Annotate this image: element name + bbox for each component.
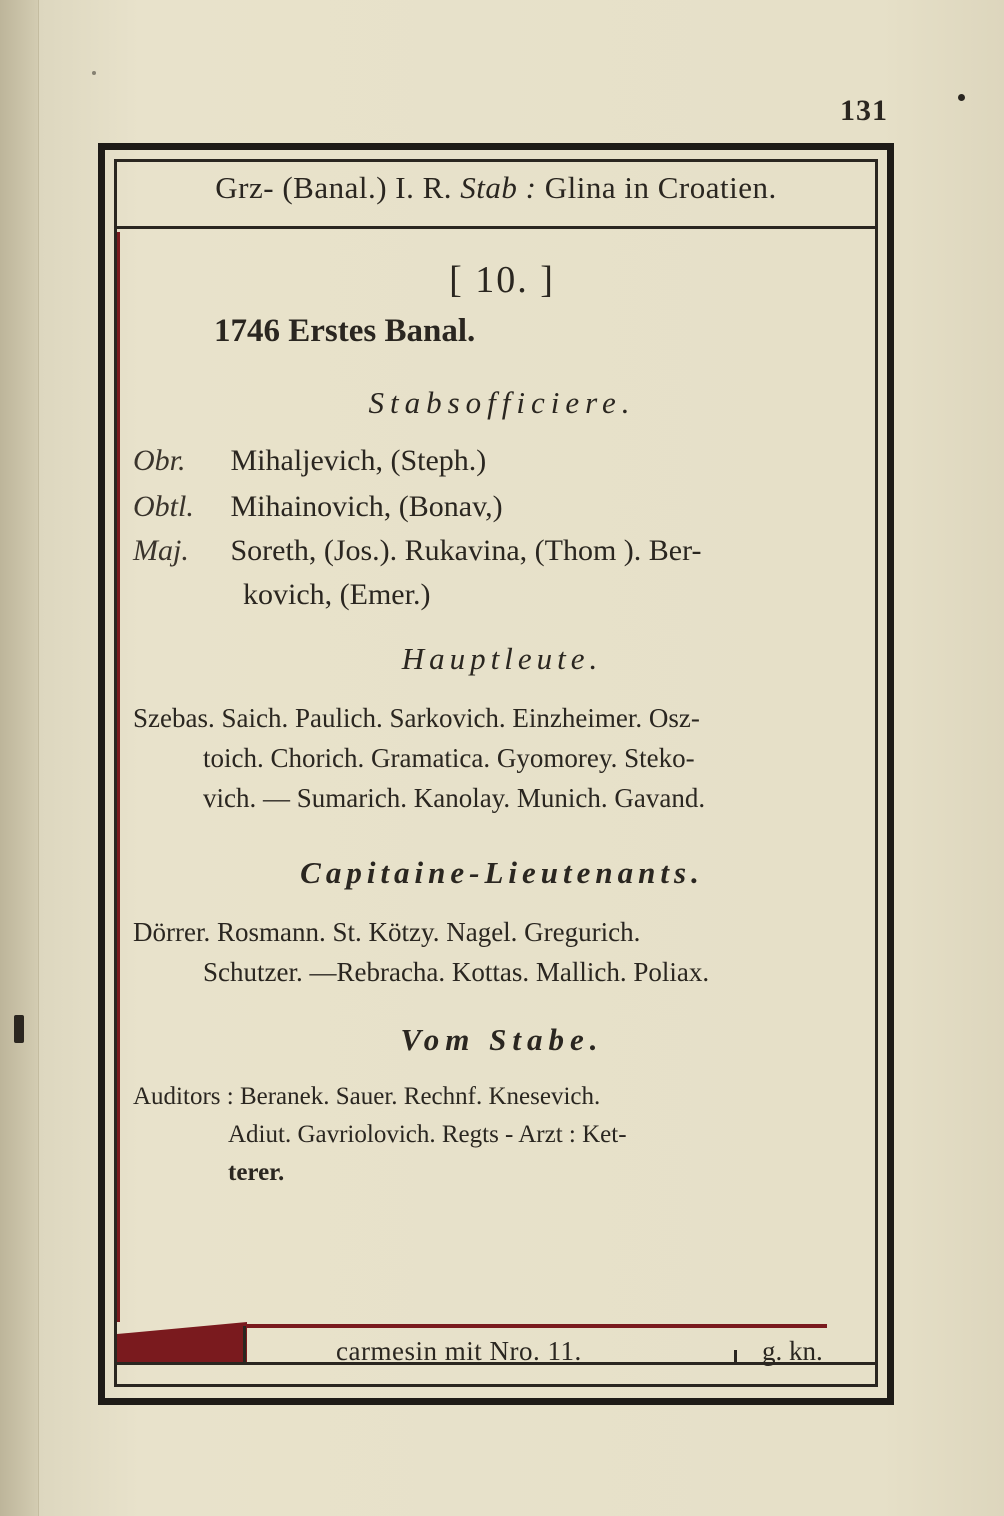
capitaine-lieutenants-list [133,912,863,992]
book-gutter [0,0,39,1516]
list-line: Dörrer. Rosmann. St. Kötzy. Nagel. Gregurich. [133,917,641,947]
list-line: Adiut. Gavriolovich. Regts - Arzt : Ket- [228,1121,627,1148]
hauptleute-list [133,698,863,818]
officer-names: Mihaljevich, (Steph.) [230,444,487,477]
list-line: Szebas. Saich. Paulich. Sarkovich. Einzheimer. Osz- [133,703,700,733]
button-color-note: g. kn. [762,1336,823,1366]
section-number: [ 10. ] [449,259,555,301]
heading-hauptleute: Hauptleute. [401,641,603,676]
vom-stabe-list [133,1078,863,1192]
rank-label: Obtl. [133,490,194,523]
page-header [117,170,875,206]
rank-label: Maj. [133,534,189,567]
officer-names: kovich, (Emer.) [243,578,431,611]
list-line: terer. [228,1159,285,1186]
list-line: toich. Chorich. Gramatica. Gyomorey. Steko- [203,743,695,773]
header-stab-label: Stab : [460,170,537,205]
header-location: Glina in Croatien. [544,170,777,205]
officer-row [133,490,503,524]
rank-label: Obr. [133,444,186,477]
heading-stabsofficiere: Stabsofficiere. [368,385,636,420]
header-rule [117,226,875,229]
officer-names: Mihainovich, (Bonav,) [230,490,503,523]
officer-row-continuation [243,578,430,612]
list-line: vich. — Sumarich. Kanolay. Munich. Gavand. [203,783,706,813]
footer-crimson-rule [247,1324,827,1328]
page-number: 131 [840,94,888,127]
footer-divider [243,1326,246,1362]
officer-names: Soreth, (Jos.). Rukavina, (Thom ). Ber- [230,534,702,567]
regiment-title: 1746 Erstes Banal. [214,313,476,349]
paper-speck [92,71,96,75]
officer-row [133,444,486,478]
list-line: Schutzer. —Rebracha. Kottas. Mallich. Poliax. [203,957,710,987]
list-line: Auditors : Beranek. Sauer. Rechnf. Knesevich. [133,1083,601,1110]
header-prefix: Grz- (Banal.) I. R. [215,170,453,205]
facing-color-note: carmesin mit Nro. 11. [336,1336,582,1366]
paper-speck [958,94,965,101]
heading-capitaine-lieutenants: Capitaine-Lieutenants. [300,855,704,890]
heading-vom-stabe: Vom Stabe. [400,1022,604,1057]
officer-row [133,534,701,568]
